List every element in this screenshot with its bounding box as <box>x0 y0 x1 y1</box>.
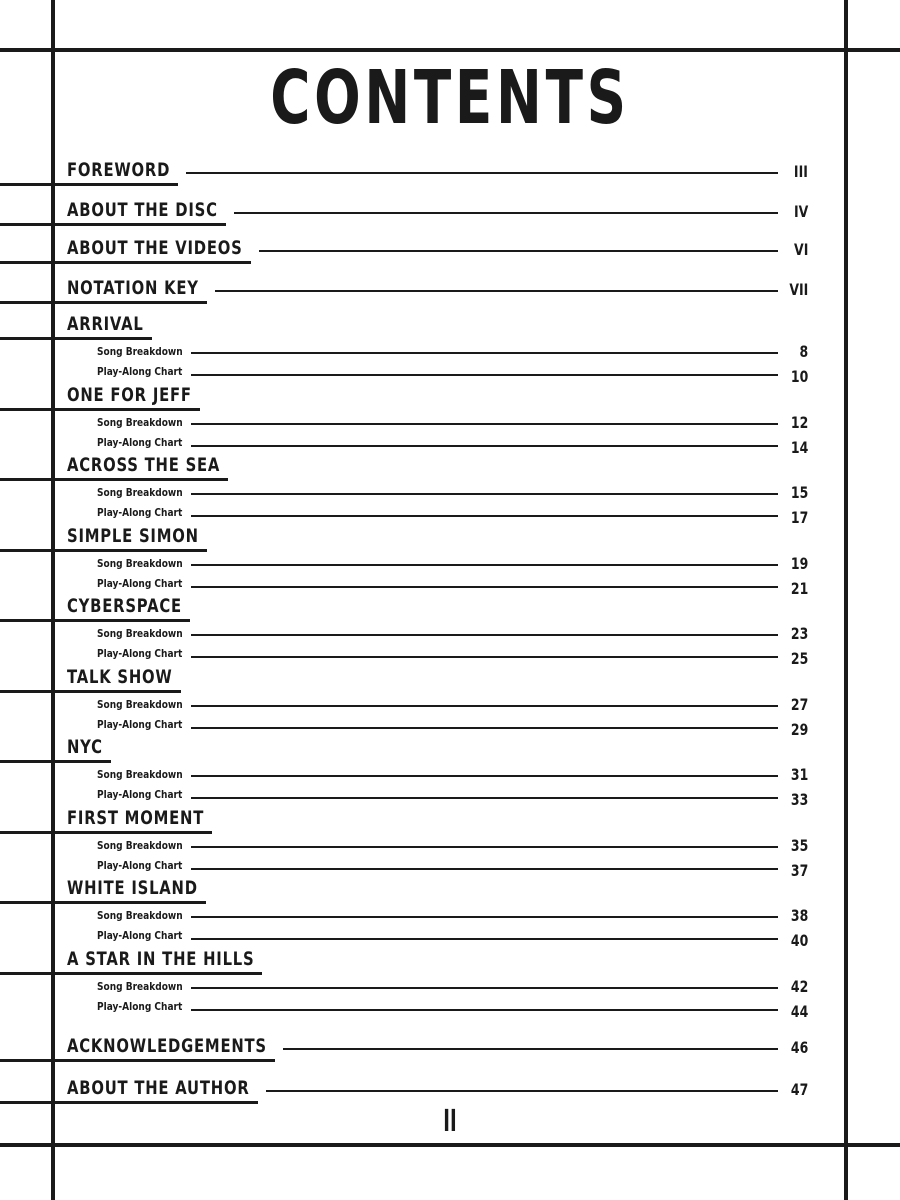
leader-line <box>191 775 778 777</box>
song-underline <box>0 760 111 763</box>
page-number: III <box>794 162 808 181</box>
sub-entry[interactable] <box>0 506 900 522</box>
sub-entry-label: Song Breakdown <box>97 627 183 640</box>
page-title: CONTENTS <box>270 55 630 141</box>
song-underline <box>0 337 152 340</box>
leader-line <box>191 868 778 870</box>
leader-line <box>191 352 778 354</box>
leader-line <box>266 1090 778 1092</box>
leader-line <box>186 172 778 174</box>
leader-line <box>191 423 778 425</box>
sub-entry[interactable] <box>0 859 900 875</box>
sub-entry[interactable] <box>0 1000 900 1016</box>
song-underline <box>0 478 228 481</box>
leader-line <box>191 987 778 989</box>
sub-entry-label: Song Breakdown <box>97 838 183 852</box>
leader-line <box>191 916 778 918</box>
song-title: ARRIVAL <box>67 313 144 335</box>
toc-entry[interactable] <box>0 196 900 226</box>
song-underline <box>0 690 181 693</box>
page-number: VII <box>789 280 808 299</box>
page-number: 37 <box>790 860 808 880</box>
sub-entry-label: Play-Along Chart <box>97 929 183 942</box>
leader-line <box>191 705 778 707</box>
page-number: 42 <box>790 976 808 996</box>
page-number: 46 <box>790 1038 808 1057</box>
song-entry[interactable] <box>0 522 900 552</box>
sub-entry[interactable] <box>0 718 900 734</box>
song-entry[interactable] <box>0 310 900 340</box>
leader-line <box>283 1048 778 1050</box>
song-title: TALK SHOW <box>67 665 173 688</box>
page-number: 14 <box>790 437 808 457</box>
toc-entry[interactable] <box>0 1032 900 1062</box>
page-number: 21 <box>790 578 808 598</box>
song-entry[interactable] <box>0 451 900 481</box>
sub-entry[interactable] <box>0 647 900 663</box>
sub-entry-label: Play-Along Chart <box>97 788 183 801</box>
sub-entry-label: Play-Along Chart <box>97 365 183 378</box>
sub-entry-label: Song Breakdown <box>97 909 183 922</box>
page-number: VI <box>793 240 808 259</box>
sub-entry-label: Song Breakdown <box>97 697 183 711</box>
page-number: 31 <box>790 765 808 784</box>
song-title: FIRST MOMENT <box>67 806 205 829</box>
page-number: IV <box>793 202 808 221</box>
leader-line <box>191 564 778 566</box>
song-title: ONE FOR JEFF <box>67 383 192 406</box>
sub-entry[interactable] <box>0 788 900 804</box>
page-number: 8 <box>799 342 808 361</box>
song-title: CYBERSPACE <box>67 595 182 617</box>
sub-entry[interactable] <box>0 365 900 381</box>
song-entry[interactable] <box>0 733 900 763</box>
leader-line <box>191 1009 778 1011</box>
page-folio: II <box>443 1104 457 1139</box>
entry-title: ABOUT THE VIDEOS <box>67 237 243 259</box>
page-number: 12 <box>790 412 808 432</box>
entry-title: FOREWORD <box>67 159 171 181</box>
entry-title: ABOUT THE DISC <box>67 199 218 221</box>
toc-entry[interactable] <box>0 1074 900 1104</box>
leader-line <box>191 515 778 517</box>
sub-entry-label: Play-Along Chart <box>97 717 183 731</box>
song-entry[interactable] <box>0 804 900 834</box>
leader-line <box>191 493 778 495</box>
sub-entry-label: Play-Along Chart <box>97 506 183 519</box>
entry-underline <box>0 1059 275 1062</box>
sub-entry-label: Song Breakdown <box>97 556 183 570</box>
sub-entry-label: Play-Along Chart <box>97 647 183 660</box>
entry-title: ABOUT THE AUTHOR <box>67 1077 250 1099</box>
page-number: 35 <box>790 835 808 855</box>
leader-line <box>191 586 778 588</box>
page-number: 25 <box>790 649 808 668</box>
page-number: 15 <box>790 483 808 502</box>
song-entry[interactable] <box>0 592 900 622</box>
page-number: 47 <box>790 1080 808 1099</box>
sub-entry-label: Play-Along Chart <box>97 858 183 872</box>
sub-entry-label: Play-Along Chart <box>97 576 183 590</box>
song-underline <box>0 901 206 904</box>
leader-line <box>191 374 778 376</box>
song-underline <box>0 408 200 411</box>
song-entry[interactable] <box>0 945 900 975</box>
page-number: 23 <box>790 624 808 643</box>
sub-entry-label: Song Breakdown <box>97 768 183 781</box>
song-title: WHITE ISLAND <box>67 877 198 899</box>
song-title: SIMPLE SIMON <box>67 524 199 547</box>
page-number: 19 <box>790 553 808 573</box>
toc-entry[interactable] <box>0 234 900 264</box>
leader-line <box>191 938 778 940</box>
song-entry[interactable] <box>0 874 900 904</box>
frame-top-rule <box>0 48 900 52</box>
sub-entry-label: Song Breakdown <box>97 415 183 429</box>
sub-entry[interactable] <box>0 436 900 452</box>
leader-line <box>191 797 778 799</box>
song-underline <box>0 619 190 622</box>
leader-line <box>191 634 778 636</box>
entry-underline <box>0 223 226 226</box>
leader-line <box>191 846 778 848</box>
song-title: A STAR IN THE HILLS <box>67 947 255 970</box>
page-number: 40 <box>790 931 808 950</box>
page-number: 17 <box>790 508 808 527</box>
page-number: 27 <box>790 694 808 714</box>
song-underline <box>0 972 262 975</box>
entry-underline <box>0 183 178 186</box>
sub-entry-label: Song Breakdown <box>97 979 183 993</box>
toc-entry[interactable] <box>0 156 900 186</box>
leader-line <box>259 250 778 252</box>
toc-entry[interactable] <box>0 274 900 304</box>
page-number: 38 <box>790 906 808 925</box>
leader-line <box>215 290 778 292</box>
sub-entry[interactable] <box>0 929 900 945</box>
song-entry[interactable] <box>0 381 900 411</box>
sub-entry[interactable] <box>0 577 900 593</box>
page-number: 29 <box>790 719 808 739</box>
leader-line <box>191 445 778 447</box>
song-entry[interactable] <box>0 663 900 693</box>
entry-title: NOTATION KEY <box>67 277 199 299</box>
entry-underline <box>0 261 251 264</box>
page-number: 44 <box>790 1001 808 1021</box>
sub-entry-label: Play-Along Chart <box>97 435 183 449</box>
sub-entry-label: Play-Along Chart <box>97 999 183 1013</box>
leader-line <box>191 656 778 658</box>
song-title: ACROSS THE SEA <box>67 454 221 476</box>
song-title: NYC <box>67 736 103 758</box>
page-number: 33 <box>790 790 808 809</box>
leader-line <box>234 212 778 214</box>
song-underline <box>0 831 212 834</box>
sub-entry-label: Song Breakdown <box>97 345 183 358</box>
frame-bottom-rule <box>0 1143 900 1147</box>
song-underline <box>0 549 207 552</box>
entry-title: ACKNOWLEDGEMENTS <box>67 1035 267 1057</box>
page-number: 10 <box>790 367 808 386</box>
entry-underline <box>0 301 207 304</box>
sub-entry-label: Song Breakdown <box>97 486 183 499</box>
leader-line <box>191 727 778 729</box>
